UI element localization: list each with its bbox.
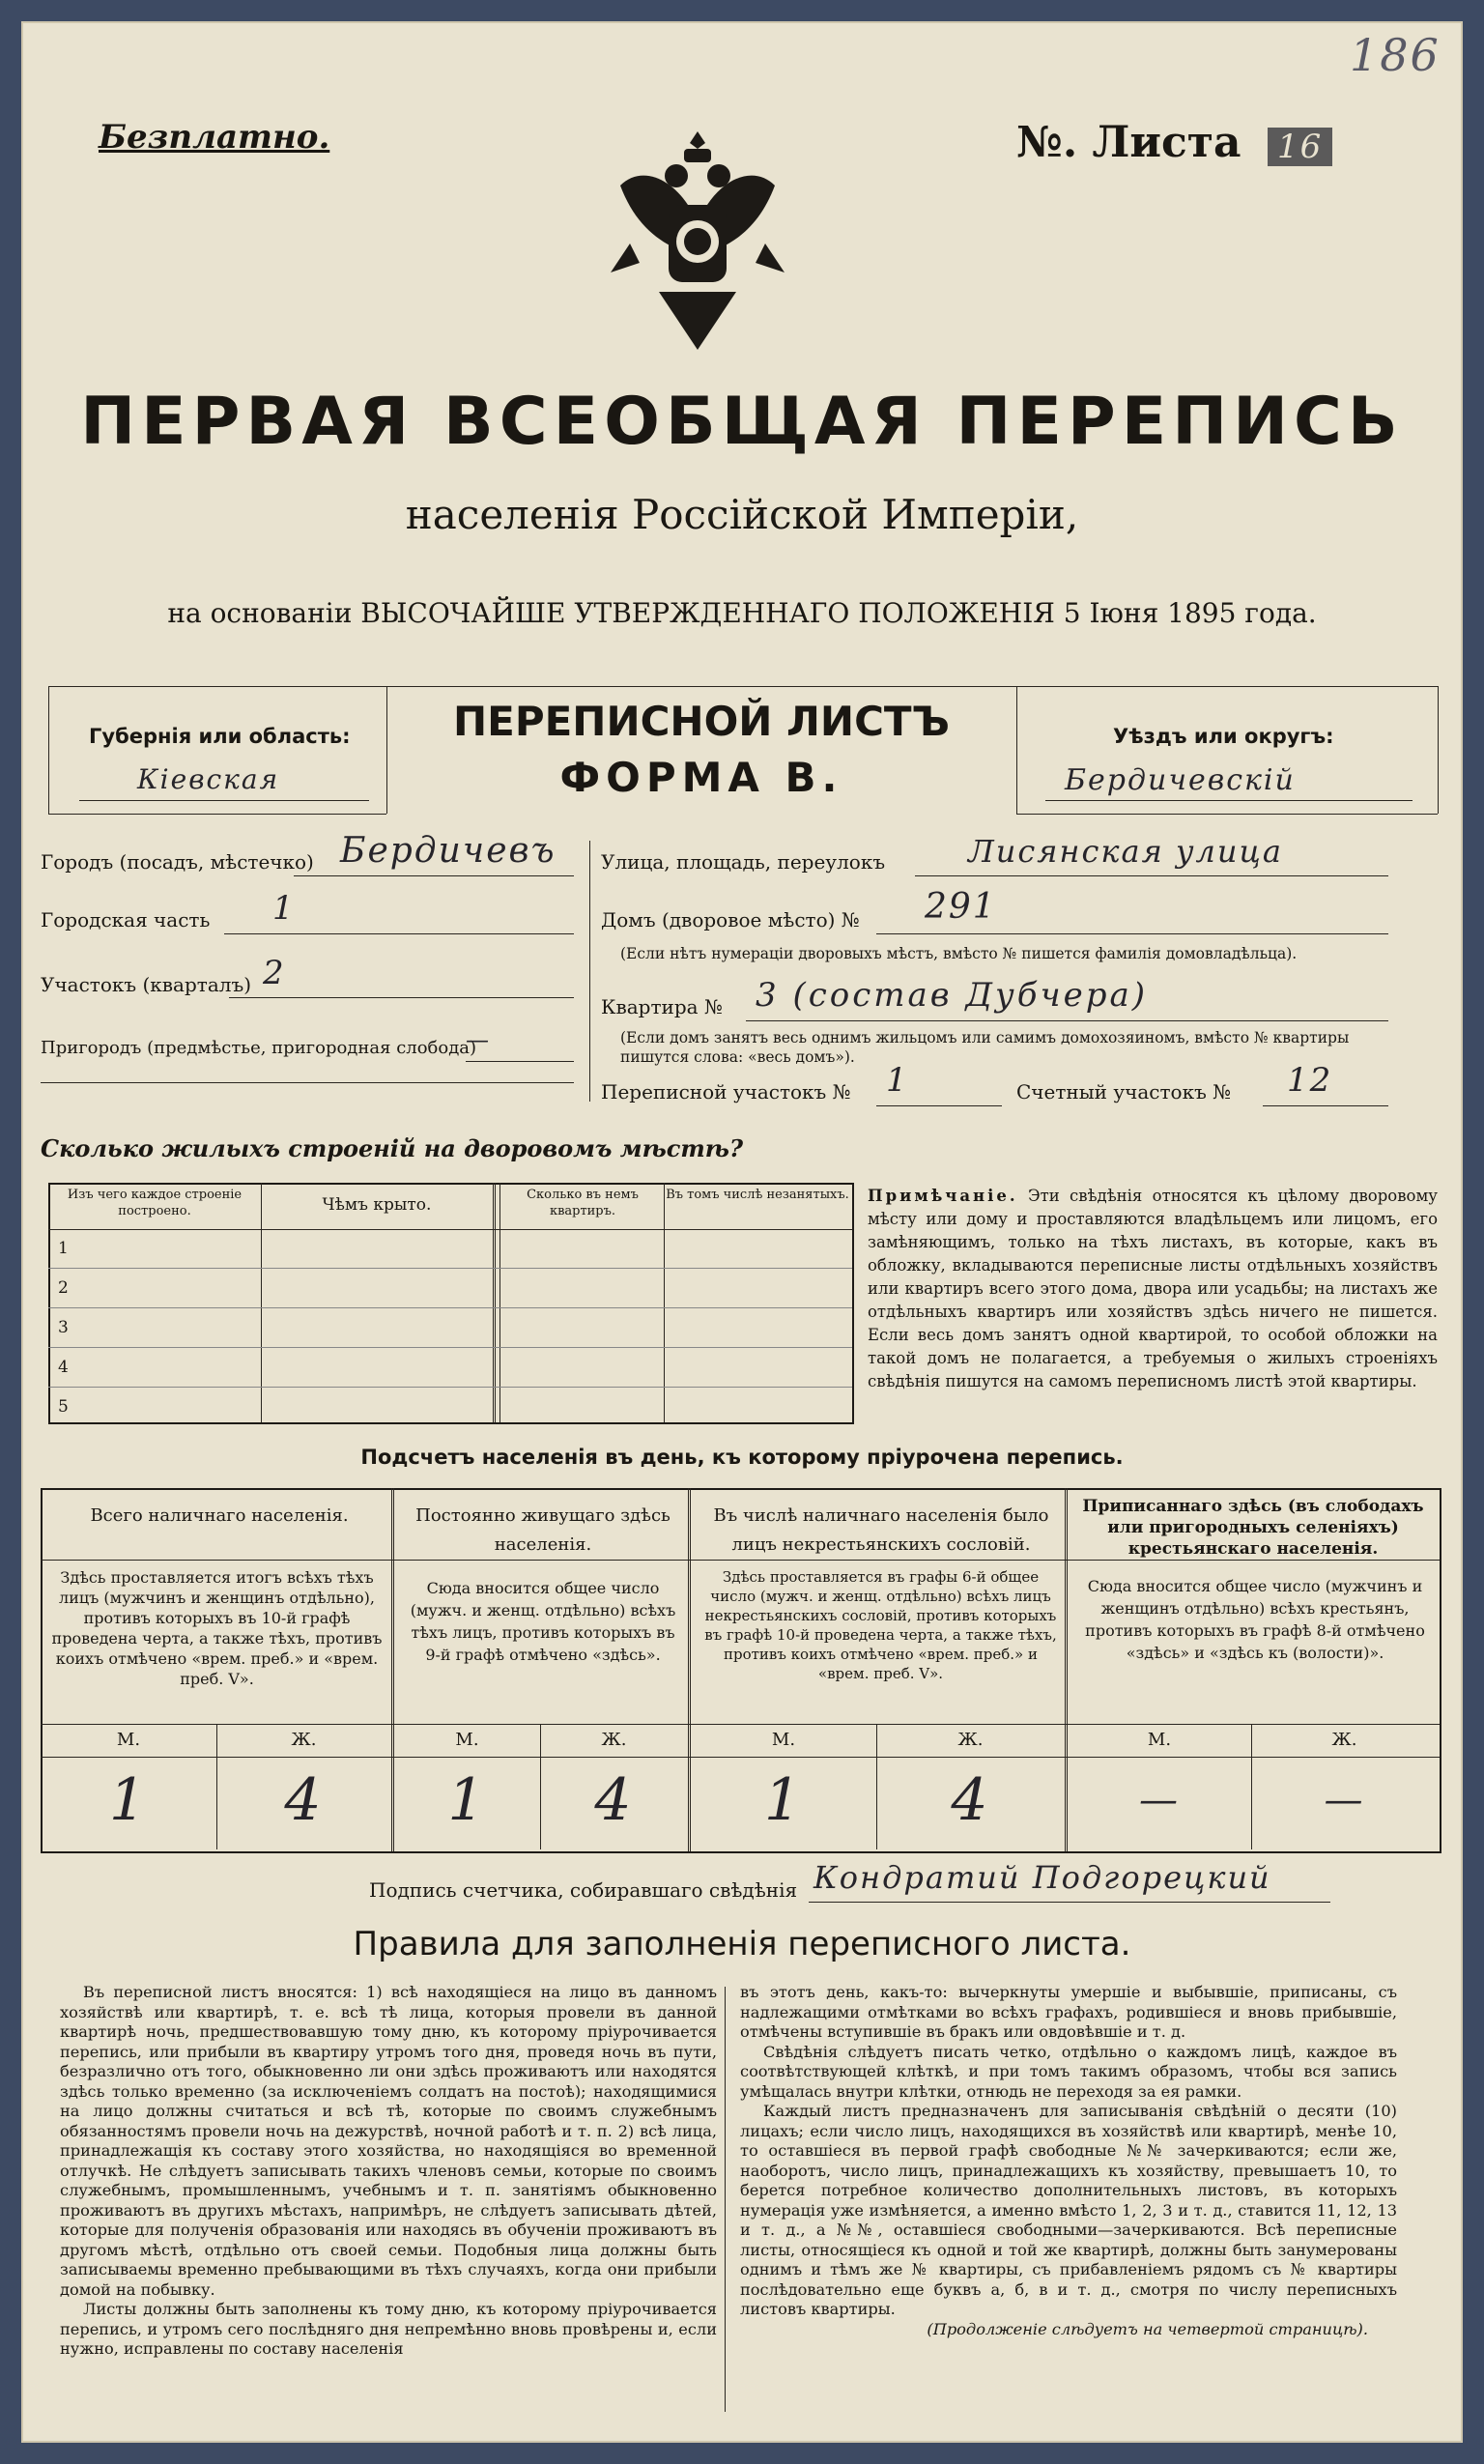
col4-male-label: М. <box>1147 1730 1172 1750</box>
census-district-label: Переписной участокъ № <box>601 1080 851 1103</box>
col1-male-value: 1 <box>108 1766 149 1834</box>
city-part-value: 1 <box>272 889 296 928</box>
gubernia-label: Губернія или область: <box>89 725 351 748</box>
count-district-value: 12 <box>1287 1061 1333 1100</box>
table-row: 5 <box>58 1397 69 1417</box>
uezd-label: Уѣздъ или округъ: <box>1113 725 1334 748</box>
suburb-label: Пригородъ (предмѣстье, пригородная слобода) <box>41 1038 477 1058</box>
buildings-question: Сколько жилыхъ строеній на дворовомъ мѣстѣ? <box>41 1134 744 1162</box>
rules-paragraph: Въ переписной листъ вносятся: 1) всѣ находящіеся на лицо въ данномъ хозяйствѣ или квартирѣ, т. е. всѣ тѣ лица, которыя провели въ данной квартирѣ ночь, предшествовавшую тому дню, къ которому пріурочивается перепись, или прибыли въ квартиру утромъ того дня, проведя ночь въ пути, безразлично отъ того, обыкновенно ли они здѣсь проживаютъ или находятся здѣсь только временно (за исключеніемъ солдатъ на постоѣ); находящимися на лицо должны считаться и всѣ тѣ, которые по своимъ служебнымъ обязанностямъ провели ночь на дежурствѣ, ночной работѣ и т. п. 2) всѣ лица, принадлежащія къ составу этого хозяйства, но находящіяся во временной отлучкѣ. Не слѣдуетъ записывать такихъ членовъ семьи, которые по своимъ служебнымъ, промышленнымъ, учебнымъ и т. п. занятіямъ обыкновенно проживаютъ въ другихъ мѣстахъ, напримѣръ, не слѣдуетъ записывать дѣтей, которые для полученія образованія или находясь въ обученіи проживаютъ въ другомъ мѣстѣ, отдѣльно отъ своей семьи. Подобныя лица должны быть записываемы временно пребывающими въ тѣхъ случаяхъ, когда они прибыли домой на побывку. <box>60 1983 717 2299</box>
table-row: 4 <box>48 1348 852 1388</box>
form-title: ПЕРЕПИСНОЙ ЛИСТЪ <box>452 698 951 745</box>
col4-female-label: Ж. <box>1331 1730 1357 1750</box>
rules-paragraph: въ этотъ день, какъ-то: вычеркнуты умершіе и выбывшіе, приписаны, съ надлежащими отмѣтками во всѣхъ графахъ, родившіеся и вновь прибывшіе, отмѣчены вступившіе въ бракъ или овдовѣвшіе и т. д. <box>740 1983 1397 2041</box>
population-col1-head: Всего наличнаго населенія. <box>90 1505 349 1526</box>
rules-paragraph: Каждый листъ предназначенъ для записыванія свѣдѣній о десяти (10) лицахъ; если число лицъ, находящихся въ хозяйствѣ или квартирѣ, менѣе 10, то оставшіеся въ первой графѣ свободные №№ зачеркиваются; если же, наоборотъ, число лицъ, принадлежащихъ къ хозяйству, превышаетъ 10, то берется потребное количество дополнительныхъ листовъ, въ которыхъ нумерація уже измѣняется, а именно вмѣсто 1, 2, 3 и т. д., ставится 11, 12, 13 и т. д., а №№, оставшіеся свободными—зачеркиваются. Всѣ переписные листы, относящіеся къ одной и той же квартирѣ, должны быть занумерованы однимъ и тѣмъ же № квартиры, съ прибавленіемъ рядомъ съ № квартиры послѣдовательно еще буквъ а, б, в и т. д., смотря по числу переписныхъ листовъ квартиры. <box>740 2102 1397 2318</box>
buildings-note: Примѣчаніе. Эти свѣдѣнія относятся къ цѣлому дворовому мѣсту или дому и проставляются владѣльцемъ или лицомъ, его замѣняющимъ, только на тѣхъ листахъ, въ которые, какъ въ обложку, вкладываются переписные листы отдѣльныхъ хозяйствъ или квартиръ всего этого дома, двора или усадьбы; на листахъ же отдѣльныхъ квартиръ или хозяйствъ здѣсь ничего не пишется. Если весь домъ занятъ одной квартирой, то особой обложки на такой домъ не полагается, а требуемыя о жилыхъ строеніяхъ свѣдѣнія пишутся на самомъ переписномъ листѣ этой квартиры. <box>868 1187 1438 1390</box>
population-col2-head: Постоянно живущаго здѣсь населенія. <box>415 1505 671 1555</box>
rules-paragraph: Свѣдѣнія слѣдуетъ писать четко, отдѣльно о каждомъ лицѣ, каждое въ соотвѣтствующей клѣткѣ, и при томъ такимъ образомъ, чтобы вся запись умѣщалась внутри клѣтки, отнюдь не переходя за ея рамки. <box>740 2042 1397 2101</box>
form-subtitle: ФОРМА В. <box>559 754 843 801</box>
rules-title: Правила для заполненія переписного листа. <box>353 1925 1131 1963</box>
census-district-value: 1 <box>886 1061 909 1100</box>
house-label: Домъ (дворовое мѣсто) № <box>601 908 860 931</box>
col1-female-value: 4 <box>284 1766 324 1834</box>
buildings-rows <box>48 1229 852 1424</box>
rules-right-column <box>740 1983 1397 2339</box>
col3-female-value: 4 <box>951 1766 990 1834</box>
buildings-col-vacant: Въ томъ числѣ незанятыхъ. <box>666 1188 849 1202</box>
district-label: Участокъ (кварталъ) <box>41 973 251 996</box>
population-col3-body: Здѣсь проставляется въ графы 6-й общее число (мужч. и женщ. отдѣльно) всѣхъ лицъ некрестьянскихъ сословій, противъ которыхъ въ графѣ 10-й проведена черта, а также тѣхъ, противъ коихъ отмѣчено «врем. преб.» и «врем. преб. V». <box>704 1568 1057 1682</box>
city-value: Бердичевъ <box>340 831 556 871</box>
buildings-col-material: Изъ чего каждое строеніе построено. <box>67 1188 243 1218</box>
buildings-col-roof: Чѣмъ крыто. <box>322 1195 432 1215</box>
street-label: Улица, площадь, переулокъ <box>601 850 886 874</box>
uezd-value: Бердичевскій <box>1065 763 1296 797</box>
buildings-col-apartments: Сколько въ немъ квартиръ. <box>527 1188 639 1218</box>
table-row: 3 <box>48 1308 852 1348</box>
apartment-value: 3 (состав Дубчера) <box>756 976 1149 1015</box>
col1-female-label: Ж. <box>291 1730 317 1750</box>
free-label: Безплатно. <box>99 118 330 157</box>
col2-female-label: Ж. <box>601 1730 627 1750</box>
table-row: 2 <box>48 1269 852 1308</box>
suburb-value: — <box>466 1026 491 1053</box>
city-label: Городъ (посадъ, мѣстечко) <box>41 850 314 874</box>
col3-female-label: Ж. <box>957 1730 984 1750</box>
gubernia-value: Кіевская <box>137 763 280 795</box>
continued-note: (Продолженіе слѣдуетъ на четвертой страницѣ). <box>927 2319 1368 2338</box>
city-part-label: Городская часть <box>41 908 211 931</box>
house-note: (Если нѣтъ нумераціи дворовыхъ мѣстъ, вмѣсто № пишется фамилія домовладѣльца). <box>620 945 1298 962</box>
street-value: Лисянская улица <box>968 833 1283 870</box>
sheet-number-label: №. Листа <box>1016 118 1241 167</box>
census-sheet <box>21 21 1463 2443</box>
population-col3-head: Въ числѣ наличнаго населенія было лицъ некрестьянскихъ сословій. <box>713 1505 1049 1555</box>
col3-male-value: 1 <box>763 1766 804 1834</box>
col4-male-value: — <box>1139 1778 1180 1822</box>
apartment-note: (Если домъ занятъ весь однимъ жильцомъ или самимъ домохозяиномъ, вмѣсто № квартиры пишутся слова: «весь домъ»). <box>620 1029 1350 1066</box>
sheet-number-value: 16 <box>1268 128 1332 166</box>
population-title: Подсчетъ населенія въ день, къ которому пріурочена перепись. <box>360 1446 1124 1469</box>
corner-number: 186 <box>1350 29 1441 81</box>
col3-male-label: М. <box>771 1730 796 1750</box>
col2-female-value: 4 <box>594 1766 634 1834</box>
document-title: ПЕРВАЯ ВСЕОБЩАЯ ПЕРЕПИСЬ <box>80 384 1404 460</box>
district-value: 2 <box>263 954 286 992</box>
apartment-label: Квартира № <box>601 995 723 1018</box>
rules-left-column <box>60 1983 717 2360</box>
count-district-label: Счетный участокъ № <box>1016 1080 1232 1103</box>
rules-paragraph: Листы должны быть заполнены къ тому дню, къ которому пріурочивается перепись, и утромъ сего послѣдняго дня непремѣнно вновь провѣрены и, если нужно, исправлены по составу населенія <box>60 2300 717 2358</box>
col1-male-label: М. <box>116 1730 141 1750</box>
col2-male-label: М. <box>455 1730 479 1750</box>
population-col2-body: Сюда вносится общее число (мужч. и женщ. отдѣльно) всѣхъ тѣхъ лицъ, противъ которыхъ въ 9-й графѣ отмѣчено «здѣсь». <box>410 1579 676 1664</box>
coat-of-arms-icon <box>601 128 794 359</box>
population-col1-body: Здѣсь проставляется итогъ всѣхъ тѣхъ лицъ (мужчинъ и женщинъ отдѣльно), противъ которыхъ въ 10-й графѣ проведена черта, а также тѣхъ, противъ коихъ отмѣчено «врем. преб.» и «врем. преб. V». <box>51 1568 383 1688</box>
population-col4-body: Сюда вносится общее число (мужчинъ и женщинъ отдѣльно) всѣхъ крестьянъ, противъ которыхъ въ графѣ 8-й отмѣчено «здѣсь» и «здѣсь къ (волости)». <box>1085 1577 1425 1662</box>
signature-value: Кондратий Подгорецкий <box>813 1859 1271 1896</box>
table-row: 1 <box>48 1229 852 1269</box>
col4-female-value: — <box>1324 1778 1365 1822</box>
house-value: 291 <box>925 887 997 927</box>
signature-label: Подпись счетчика, собиравшаго свѣдѣнія <box>369 1878 798 1902</box>
document-subtitle: населенія Россійской Имперіи, <box>405 491 1079 538</box>
population-col4-head: Приписаннаго здѣсь (въ слободахъ или пригородныхъ селеніяхъ) крестьянскаго населенія. <box>1082 1497 1424 1559</box>
col2-male-value: 1 <box>447 1766 487 1834</box>
legal-basis: на основаніи ВЫСОЧАЙШЕ УТВЕРЖДЕННАГО ПОЛОЖЕНІЯ 5 Іюня 1895 года. <box>167 597 1317 629</box>
